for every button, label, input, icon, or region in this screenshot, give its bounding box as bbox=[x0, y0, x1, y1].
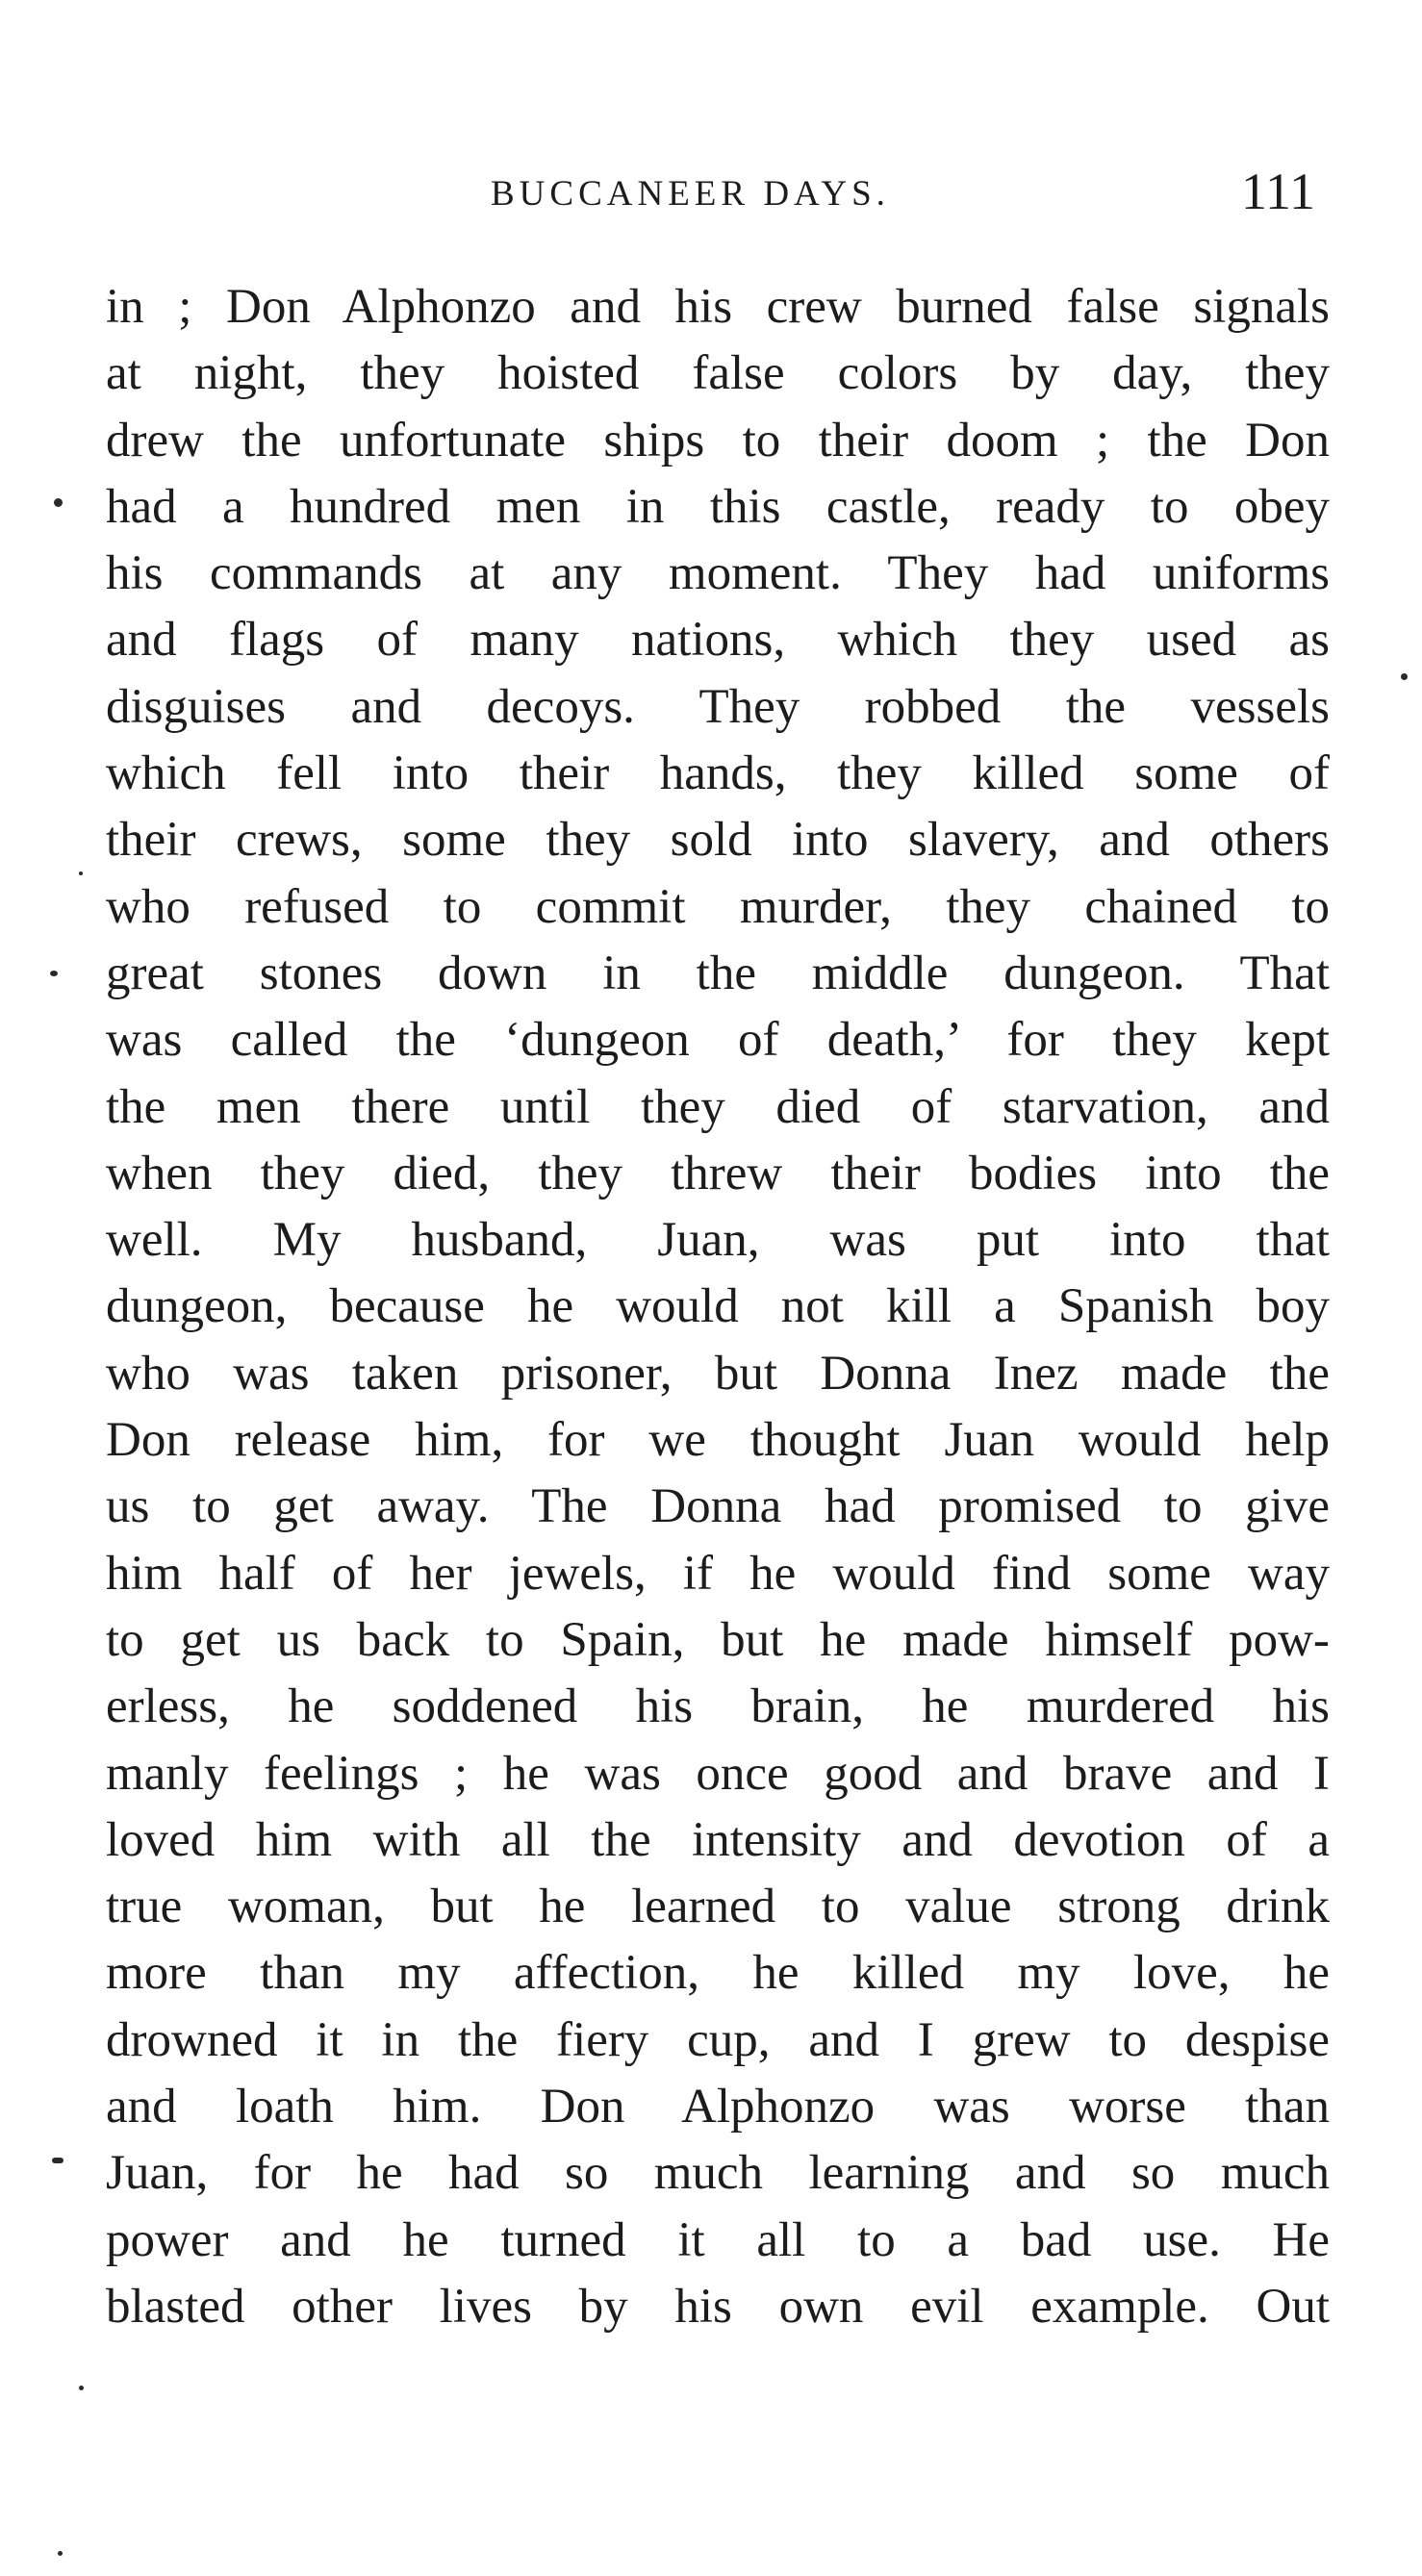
text-line: had a hundred men in this castle, ready to obey bbox=[106, 479, 1330, 534]
text-line: to get us back to Spain, but he made himself pow- bbox=[106, 1612, 1330, 1667]
margin-speck bbox=[79, 2386, 84, 2390]
text-line: more than my affection, he killed my love, he bbox=[106, 1946, 1330, 2001]
margin-speck bbox=[79, 871, 83, 875]
text-line: Juan, for he had so much learning and so much bbox=[106, 2146, 1330, 2201]
margin-speck bbox=[1401, 673, 1408, 680]
running-title: BUCCANEER DAYS. bbox=[491, 174, 890, 214]
running-head bbox=[0, 162, 1422, 239]
text-line: at night, they hoisted false colors by day, they bbox=[106, 346, 1330, 401]
text-line: blasted other lives by his own evil example. Out bbox=[106, 2279, 1330, 2334]
text-line: us to get away. The Donna had promised to give bbox=[106, 1479, 1330, 1534]
margin-speck bbox=[50, 971, 58, 976]
text-line: and loath him. Don Alphonzo was worse than bbox=[106, 2080, 1330, 2134]
text-line: him half of her jewels, if he would find some way bbox=[106, 1546, 1330, 1601]
margin-speck bbox=[54, 498, 63, 507]
text-line: drowned it in the fiery cup, and I grew to despise bbox=[106, 2012, 1330, 2067]
text-line: the men there until they died of starvation, and bbox=[106, 1079, 1330, 1134]
text-line: power and he turned it all to a bad use. He bbox=[106, 2212, 1330, 2267]
text-line: who refused to commit murder, they chained to bbox=[106, 879, 1330, 934]
text-line: when they died, they threw their bodies into the bbox=[106, 1146, 1330, 1200]
margin-speck bbox=[58, 2551, 63, 2556]
text-line: well. My husband, Juan, was put into that bbox=[106, 1213, 1330, 1268]
text-line: his commands at any moment. They had uniforms bbox=[106, 546, 1330, 601]
margin-speck bbox=[52, 2158, 63, 2163]
text-line: their crews, some they sold into slavery, and others bbox=[106, 813, 1330, 868]
text-line: great stones down in the middle dungeon. That bbox=[106, 946, 1330, 1000]
text-line: and flags of many nations, which they used as bbox=[106, 613, 1330, 668]
body-text bbox=[106, 274, 1330, 2340]
text-line: drew the unfortunate ships to their doom ; the Don bbox=[106, 413, 1330, 467]
page-number: 111 bbox=[1241, 163, 1315, 220]
text-line: was called the ‘dungeon of death,’ for they kept bbox=[106, 1013, 1330, 1068]
text-line: loved him with all the intensity and devotion of a bbox=[106, 1812, 1330, 1867]
text-line: Don release him, for we thought Juan would help bbox=[106, 1413, 1330, 1468]
text-line: dungeon, because he would not kill a Spanish boy bbox=[106, 1279, 1330, 1334]
text-line: which fell into their hands, they killed some of bbox=[106, 746, 1330, 801]
text-line: disguises and decoys. They robbed the vessels bbox=[106, 679, 1330, 734]
text-line: who was taken prisoner, but Donna Inez made the bbox=[106, 1346, 1330, 1401]
text-line: true woman, but he learned to value strong drink bbox=[106, 1880, 1330, 1934]
text-line: manly feelings ; he was once good and brave and I bbox=[106, 1746, 1330, 1801]
text-line: erless, he soddened his brain, he murdered his bbox=[106, 1679, 1330, 1734]
text-line: in ; Don Alphonzo and his crew burned false signals bbox=[106, 280, 1330, 334]
